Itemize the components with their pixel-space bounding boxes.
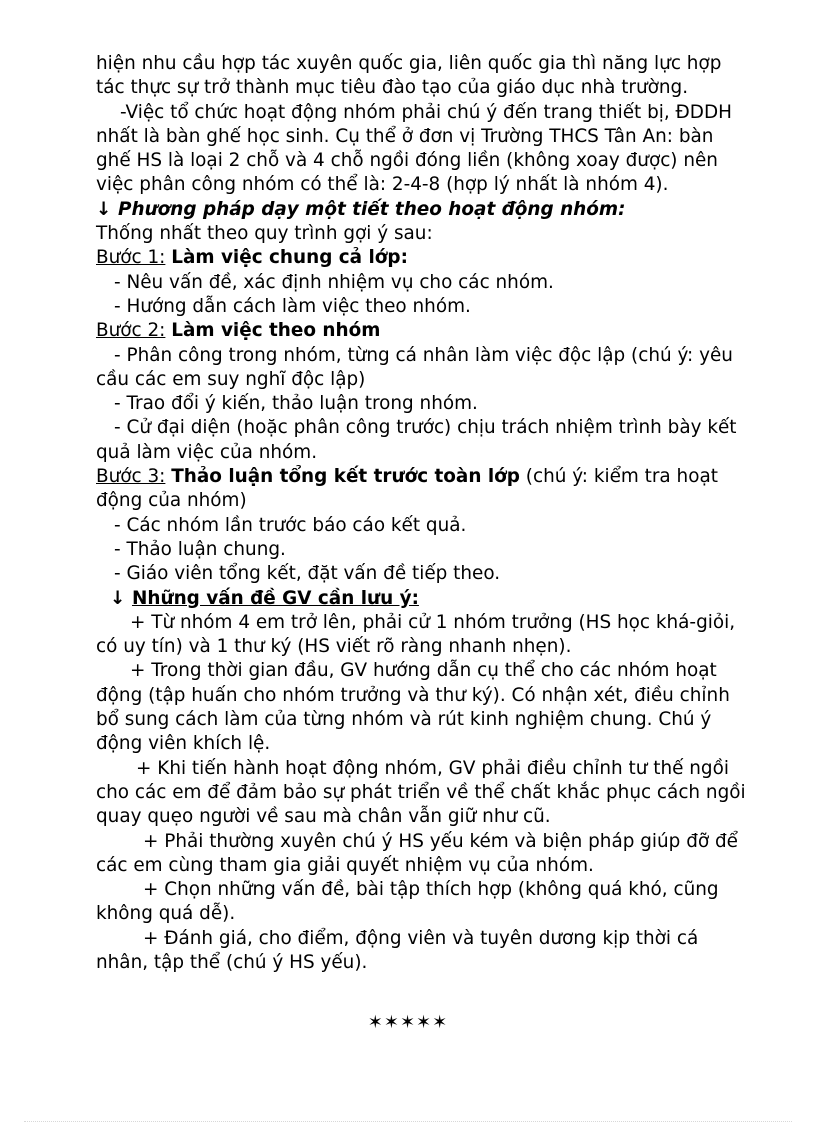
- list-item: - Trao đổi ý kiến, thảo luận trong nhóm.: [114, 393, 478, 415]
- section-heading: [96, 587, 768, 611]
- step-title: Làm việc chung cả lớp:: [171, 247, 408, 269]
- list-item: - Cử đại diện (hoặc phân công trước) chịu trách nhiệm trình bày kết: [114, 417, 737, 439]
- document-body: [96, 52, 768, 975]
- step-label: Bước 1:: [96, 247, 166, 269]
- list-item-continuation: cầu các em suy nghĩ độc lập): [96, 368, 366, 390]
- paragraph-line: ghế HS là loại 2 chỗ và 4 chỗ ngồi đóng liền (không xoay được) nên: [96, 150, 718, 172]
- note-item-continuation: động viên khích lệ.: [96, 733, 271, 755]
- step-heading: [96, 246, 768, 270]
- section-heading-text: Phương pháp dạy một tiết theo hoạt động nhóm:: [118, 198, 626, 220]
- paragraph-line: tác thực sự trở thành mục tiêu đào tạo của giáo dục nhà trường.: [96, 77, 689, 99]
- note-item: + Đánh giá, cho điểm, động viên và tuyên dương kịp thời cá: [143, 927, 699, 949]
- section-heading-text: Những vấn đề GV cần lưu ý:: [132, 587, 419, 609]
- note-item: + Khi tiến hành hoạt động nhóm, GV phải điều chỉnh tư thế ngồi: [136, 757, 729, 779]
- note-item-continuation: động (tập huấn cho nhóm trưởng và thư ký). Có nhận xét, điều chỉnh: [96, 684, 730, 706]
- note-item-continuation: cho các em để đảm bảo sự phát triển về thể chất khắc phục cách ngồi: [96, 781, 746, 803]
- note-item-continuation: không quá dễ).: [96, 903, 236, 925]
- paragraph-line: nhất là bàn ghế học sinh. Cụ thể ở đơn vị Trường THCS Tân An: bàn: [96, 125, 714, 147]
- step-heading: [96, 319, 768, 343]
- list-item: - Hướng dẫn cách làm việc theo nhóm.: [114, 295, 471, 317]
- page-bottom-divider: [24, 1121, 792, 1122]
- arrow-down-icon: ↓: [110, 587, 126, 609]
- note-item-continuation: bổ sung cách làm của từng nhóm và rút kinh nghiệm chung. Chú ý: [96, 709, 712, 731]
- arrow-down-icon: ↓: [96, 198, 112, 220]
- note-item: + Từ nhóm 4 em trở lên, phải cử 1 nhóm trưởng (HS học khá-giỏi,: [130, 611, 736, 633]
- list-item: - Thảo luận chung.: [114, 538, 286, 560]
- note-item-continuation: có uy tín) và 1 thư ký (HS viết rõ ràng nhanh nhẹn).: [96, 636, 572, 658]
- note-item-continuation: các em cùng tham gia giải quyết nhiệm vụ của nhóm.: [96, 854, 594, 876]
- end-marker: ✶✶✶✶✶: [367, 1012, 449, 1033]
- paragraph-line: việc phân công nhóm có thể là: 2-4-8 (hợp lý nhất là nhóm 4).: [96, 174, 669, 196]
- step-label: Bước 2:: [96, 320, 166, 342]
- list-item-continuation: quả làm việc của nhóm.: [96, 441, 318, 463]
- paragraph-line: hiện nhu cầu hợp tác xuyên quốc gia, liên quốc gia thì năng lực hợp: [96, 53, 722, 74]
- section-intro: Thống nhất theo quy trình gợi ý sau:: [96, 223, 433, 245]
- note-item: + Phải thường xuyên chú ý HS yếu kém và biện pháp giúp đỡ để: [143, 830, 738, 852]
- note-item: + Trong thời gian đầu, GV hướng dẫn cụ thể cho các nhóm hoạt: [130, 660, 717, 682]
- list-item: - Phân công trong nhóm, từng cá nhân làm việc độc lập (chú ý: yêu: [114, 344, 733, 366]
- note-item-continuation: nhân, tập thể (chú ý HS yếu).: [96, 951, 368, 973]
- paragraph-line: -Việc tổ chức hoạt động nhóm phải chú ý đến trang thiết bị, ĐDDH: [120, 101, 732, 123]
- list-item: - Giáo viên tổng kết, đặt vấn đề tiếp theo.: [114, 563, 501, 585]
- step-note-continuation: động của nhóm): [96, 490, 247, 512]
- step-title: Thảo luận tổng kết trước toàn lớp: [171, 466, 520, 488]
- note-item: + Chọn những vấn đề, bài tập thích hợp (không quá khó, cũng: [143, 879, 719, 901]
- list-item: - Các nhóm lần trước báo cáo kết quả.: [114, 514, 467, 536]
- list-item: - Nêu vấn đề, xác định nhiệm vụ cho các nhóm.: [114, 271, 554, 293]
- step-note: (chú ý: kiểm tra hoạt: [519, 466, 718, 488]
- note-item-continuation: quay quẹo người về sau mà chân vẫn giữ như cũ.: [96, 806, 551, 828]
- step-title: Làm việc theo nhóm: [171, 320, 381, 342]
- step-heading: [96, 465, 768, 489]
- section-heading: [96, 198, 768, 222]
- step-label: Bước 3:: [96, 466, 166, 488]
